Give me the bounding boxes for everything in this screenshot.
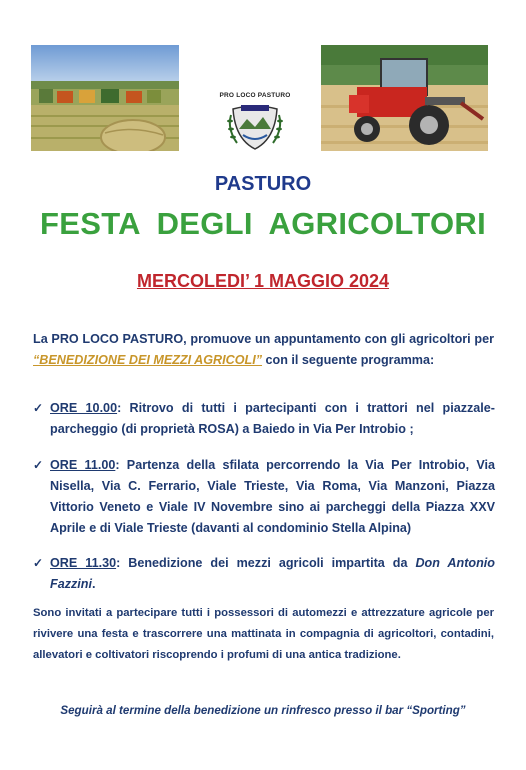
- event-date: MERCOLEDI’ 1 MAGGIO 2024: [136, 271, 390, 291]
- town-title: PASTURO: [214, 173, 312, 195]
- intro-paragraph: [33, 329, 494, 371]
- checkmark-icon: ✓: [33, 556, 44, 570]
- program-time: ORE 10.00: [50, 401, 118, 415]
- tractor-photo: [321, 45, 488, 151]
- program-text-end: .: [91, 577, 96, 591]
- program-item: [33, 455, 495, 539]
- intro-quote: “BENEDIZIONE DEI MEZZI AGRICOLI”: [33, 353, 263, 367]
- footer-note: Seguirà al termine della benedizione un rinfresco presso il bar “Sporting”: [60, 704, 466, 717]
- priest-name: Don Antonio Fazzini: [50, 556, 495, 591]
- intro-text: La PRO LOCO PASTURO, promuove un appuntamento con gli agricoltori per: [33, 332, 494, 346]
- program-item: [33, 553, 495, 595]
- event-title: FESTA DEGLI AGRICOLTORI: [40, 206, 486, 241]
- program-time: ORE 11.30: [50, 556, 117, 570]
- logo-title: PRO LOCO PASTURO: [219, 92, 291, 99]
- checkmark-icon: ✓: [33, 401, 44, 415]
- program-time: ORE 11.00: [50, 458, 116, 472]
- program-text: : Benedizione dei mezzi agricoli impartita da: [116, 556, 416, 570]
- checkmark-icon: ✓: [33, 458, 44, 472]
- program-text: : Ritrovo di tutti i partecipanti con i trattori nel piazzale-parcheggio (di proprietà ROSA) a Baiedo in Via Per Introbio ;: [50, 401, 495, 436]
- program-text: : Partenza della sfilata percorrendo la Via Per Introbio, Via Nisella, Via C. Ferrario, Viale Trieste, Via Roma, Via Manzoni, Piazza Vittorio Veneto e Viale IV Novembre sino ai parcheggi della Piazza XXV Aprile e di Viale Trieste (davanti al condominio Stella Alpina): [50, 458, 495, 535]
- intro-text-end: con il seguente programma:: [262, 353, 435, 367]
- field-machinery-photo: [31, 45, 179, 151]
- crest-icon: [225, 99, 285, 151]
- program-item: [33, 398, 495, 440]
- closing-paragraph: Sono invitati a partecipare tutti i possessori di automezzi e attrezzature agricole per rivivere una festa e trascorrere una mattinata in compagnia di agricoltori, contadini, allevatori e coltivatori riscoprendo i profumi di una antica tradizione.: [33, 607, 494, 661]
- pro-loco-logo: [219, 92, 291, 154]
